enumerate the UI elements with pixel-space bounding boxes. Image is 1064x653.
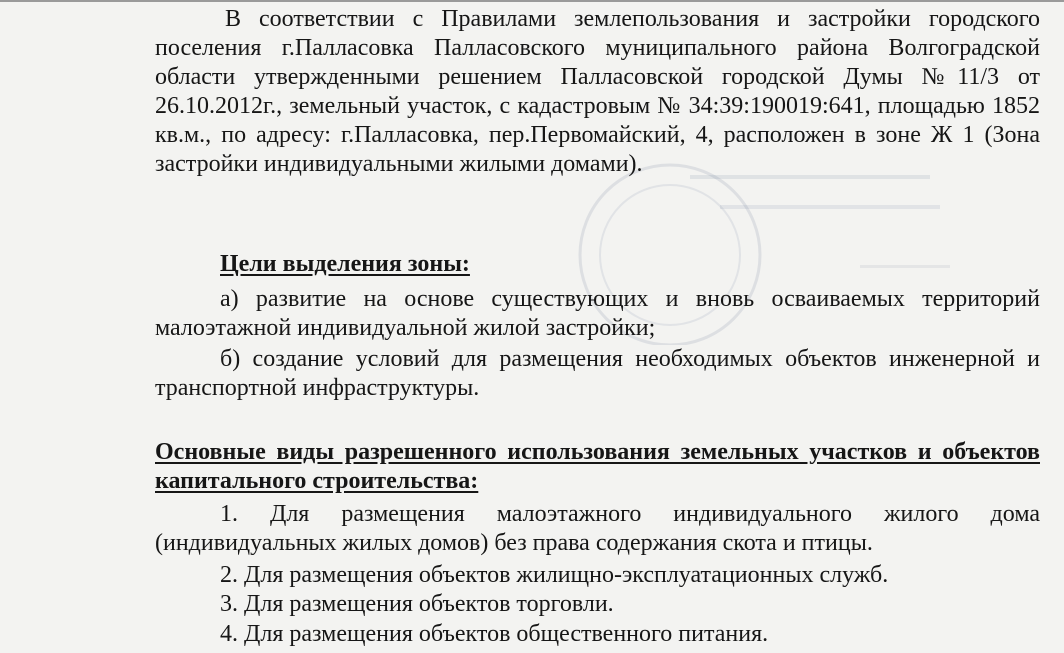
- uses-heading: Основные виды разрешенного использования земельных участков и объектов капитального строительства:: [155, 439, 1040, 494]
- use-item-4: 4. Для размещения объектов общественного питания.: [220, 621, 769, 647]
- goals-heading: Цели выделения зоны:: [220, 251, 470, 277]
- use-item-3: 3. Для размещения объектов торговли.: [220, 591, 614, 617]
- use-item-1: 1. Для размещения малоэтажного индивидуального жилого дома (индивидуальных жилых домов) без права содержания скота и птицы.: [155, 501, 1040, 556]
- goal-item-b: б) создание условий для размещения необходимых объектов инженерной и транспортной инфраструктуры.: [155, 346, 1040, 401]
- goal-item-a: а) развитие на основе существующих и вновь осваиваемых территорий малоэтажной индивидуальной жилой застройки;: [155, 286, 1040, 341]
- intro-paragraph: В соответствии с Правилами землепользования и застройки городского поселения г.Палласовка Палласовского муниципального района Волгоградской области утвержденными решением Палласовской городской Думы №11/3 от 26.10.2012г., земельный участок, с кадастровым № 34:39:190019:641, площадью 1852 кв.м., по адресу: г.Палласовка, пер.Первомайский, 4, расположен в зоне Ж 1 (Зона застройки индивидуальными жилыми домами).: [155, 6, 1040, 177]
- use-item-2: 2. Для размещения объектов жилищно-эксплуатационных служб.: [220, 562, 889, 588]
- page-top-edge: [0, 0, 1064, 2]
